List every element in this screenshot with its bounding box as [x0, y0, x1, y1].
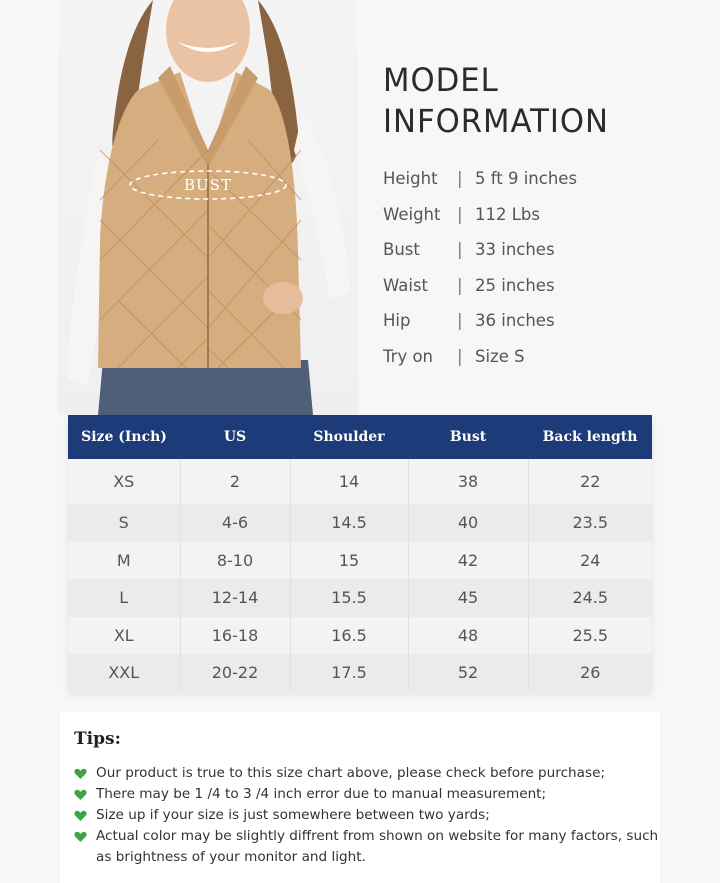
table-row — [68, 654, 652, 692]
model-label: Waist — [383, 275, 429, 295]
title-line-1: MODEL — [383, 61, 499, 99]
table-cell: 20-22 — [180, 654, 290, 692]
heart-icon — [74, 810, 87, 822]
heart-icon — [74, 789, 87, 801]
table-cell: 48 — [408, 617, 528, 655]
heart-icon — [74, 768, 87, 780]
table-cell: 15.5 — [290, 579, 408, 617]
table-cell: S — [68, 504, 180, 542]
list-item — [74, 826, 664, 868]
table-cell: 52 — [408, 654, 528, 692]
model-value: 36 inches — [475, 311, 555, 331]
tips-title: Tips: — [74, 729, 121, 749]
model-label: Bust — [383, 240, 420, 260]
model-value: 5 ft 9 inches — [475, 169, 578, 189]
model-separator: | — [457, 240, 463, 260]
table-cell: 4-6 — [180, 504, 290, 542]
table-cell: 26 — [528, 654, 652, 692]
model-row-height — [383, 161, 703, 197]
model-row-bust — [383, 232, 703, 268]
table-cell: M — [68, 542, 180, 580]
model-photo — [58, 0, 358, 415]
model-information-title — [383, 60, 690, 142]
column-header-shoulder: Shoulder — [290, 415, 408, 459]
model-row-try-on — [383, 339, 703, 375]
table-row — [68, 579, 652, 617]
table-cell: 8-10 — [180, 542, 290, 580]
table-row — [68, 504, 652, 542]
table-cell: 40 — [408, 504, 528, 542]
model-separator: | — [457, 169, 463, 189]
table-cell: 22 — [528, 459, 652, 504]
model-information-list — [383, 161, 703, 374]
table-cell: 16-18 — [180, 617, 290, 655]
model-value: 33 inches — [475, 240, 555, 260]
tip-text: There may be 1 /4 to 3 /4 inch error due to manual measurement; — [96, 786, 547, 802]
table-cell: 14.5 — [290, 504, 408, 542]
table-cell: 42 — [408, 542, 528, 580]
model-label: Weight — [383, 204, 441, 224]
model-row-hip — [383, 303, 703, 339]
model-illustration — [58, 0, 358, 415]
table-cell: 17.5 — [290, 654, 408, 692]
tip-text: Our product is true to this size chart above, please check before purchase; — [96, 765, 606, 781]
table-cell: 12-14 — [180, 579, 290, 617]
table-cell: XL — [68, 617, 180, 655]
column-header-size: Size (Inch) — [68, 415, 180, 459]
model-value: Size S — [475, 346, 525, 366]
size-chart-table — [68, 415, 652, 692]
table-row — [68, 459, 652, 504]
model-value: 112 Lbs — [475, 204, 541, 224]
model-row-waist — [383, 268, 703, 304]
table-cell: 25.5 — [528, 617, 652, 655]
heart-icon — [74, 831, 87, 843]
model-row-weight — [383, 197, 703, 233]
table-cell: 14 — [290, 459, 408, 504]
model-label: Try on — [383, 346, 433, 366]
tips-list — [74, 763, 664, 868]
table-cell: 23.5 — [528, 504, 652, 542]
table-row — [68, 617, 652, 655]
table-row — [68, 542, 652, 580]
model-value: 25 inches — [475, 275, 555, 295]
model-separator: | — [457, 204, 463, 224]
column-header-us: US — [180, 415, 290, 459]
model-label: Hip — [383, 311, 411, 331]
table-cell: 24.5 — [528, 579, 652, 617]
column-header-back-length: Back length — [528, 415, 652, 459]
tip-text: Size up if your size is just somewhere between two yards; — [96, 807, 490, 823]
model-separator: | — [457, 275, 463, 295]
table-cell: 2 — [180, 459, 290, 504]
tip-text: Actual color may be slightly diffrent from shown on website for many factors, such as brightness of your monitor and light. — [96, 828, 659, 865]
table-cell: L — [68, 579, 180, 617]
table-cell: 24 — [528, 542, 652, 580]
list-item — [74, 763, 664, 784]
table-cell: 38 — [408, 459, 528, 504]
column-header-bust: Bust — [408, 415, 528, 459]
table-cell: XXL — [68, 654, 180, 692]
list-item — [74, 784, 664, 805]
table-cell: 45 — [408, 579, 528, 617]
table-cell: 16.5 — [290, 617, 408, 655]
model-label: Height — [383, 169, 438, 189]
model-separator: | — [457, 346, 463, 366]
table-header-row — [68, 415, 652, 459]
title-line-2: INFORMATION — [383, 102, 609, 140]
list-item — [74, 805, 664, 826]
table-cell: 15 — [290, 542, 408, 580]
model-separator: | — [457, 311, 463, 331]
bust-label: BUST — [184, 176, 232, 194]
table-cell: XS — [68, 459, 180, 504]
